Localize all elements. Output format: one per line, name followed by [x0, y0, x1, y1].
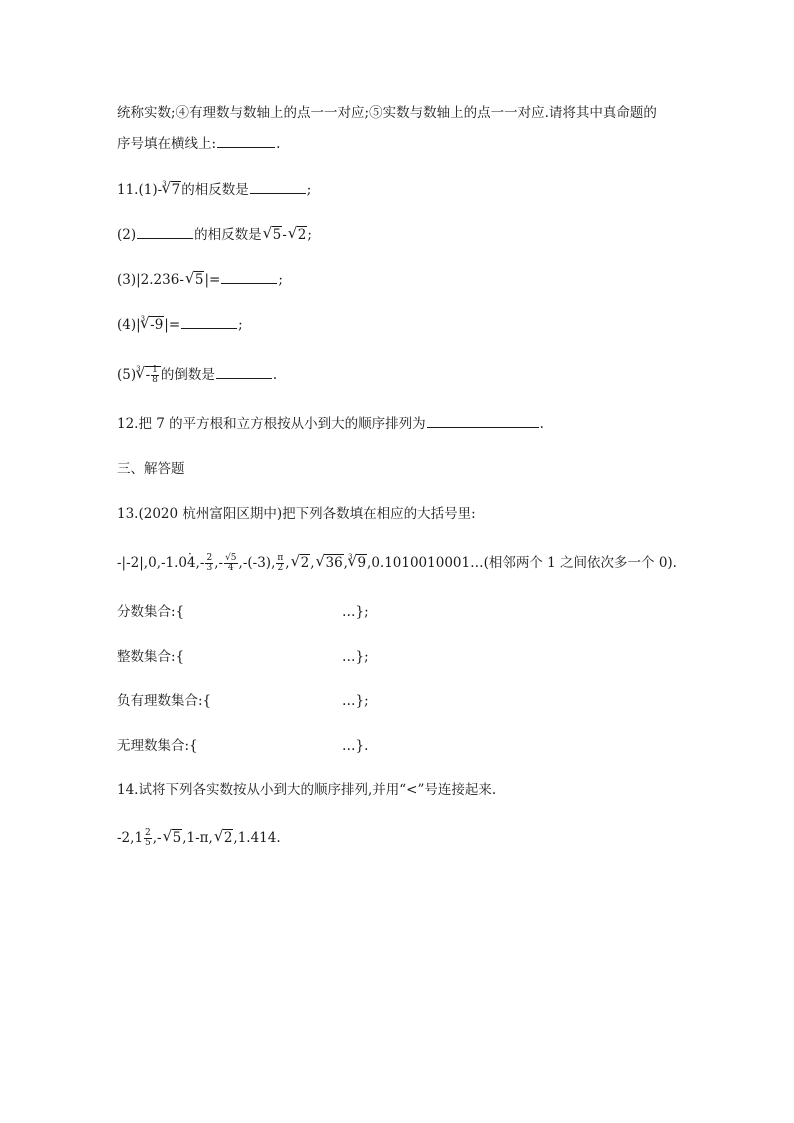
- square-root: √ 2: [291, 554, 311, 572]
- fraction: $\frac{1}{8}$: [152, 365, 158, 385]
- q11-part1: 11.(1)-$^3$√ 7的相反数是 ;: [117, 181, 311, 201]
- q11-part3: (3)|2.236-√ 5|= ;: [117, 271, 283, 289]
- q13-numbers: -|-2|,0,-1.04 ·,- $\frac{2}{3}$ ,- $\frac{√5}{4}$ ,-(-3), $\frac{\pi}{2}$ ,√ 2,√ 36,$^3$√ 9,0.1010010001…(相邻两个 1 之间依次多一个 0).: [117, 554, 677, 574]
- square-root: √ 2: [288, 226, 308, 244]
- set-integers[interactable]: 整数集合:{ …};: [117, 649, 369, 665]
- statement-text: 序号填在横线上:: [117, 136, 217, 152]
- q12: 12.把 7 的平方根和立方根按从小到大的顺序排列为 .: [117, 416, 544, 432]
- cube-root: √ 9: [347, 554, 367, 572]
- fraction: $\frac{2}{5}$: [145, 828, 151, 848]
- cube-root: √ 7: [162, 181, 182, 199]
- square-root: √ 5: [263, 226, 283, 244]
- answer-blank[interactable]: [250, 181, 306, 194]
- repeating-digit: 4 ·: [187, 555, 196, 571]
- q11-part4: $(4)|^3√$ -9|= ;: [117, 316, 243, 336]
- answer-blank[interactable]: [181, 316, 237, 329]
- q14-title: 14.试将下列各实数按从小到大的顺序排列,并用“<”号连接起来.: [117, 782, 497, 798]
- answer-blank[interactable]: [427, 415, 539, 428]
- cube-root: √ - $\frac{1}{8}$: [136, 366, 161, 385]
- q13-title: 13.(2020 杭州富阳区期中)把下列各数填在相应的大括号里:: [117, 506, 476, 522]
- section-heading: 三、解答题: [117, 461, 185, 477]
- square-root: √ 5: [185, 271, 205, 289]
- statement-line-2: 序号填在横线上: .: [117, 136, 281, 152]
- square-root: √ 36: [315, 554, 343, 572]
- square-root: √ 5: [163, 829, 183, 847]
- answer-blank[interactable]: [221, 271, 277, 284]
- answer-blank[interactable]: [217, 135, 275, 148]
- cube-root: √ -9: [140, 316, 164, 334]
- q11-part2: (2) 的相反数是√ 5-√ 2;: [117, 226, 312, 244]
- square-root: √ 2: [214, 829, 234, 847]
- fraction: $\frac{2}{3}$: [206, 553, 213, 573]
- answer-blank[interactable]: [216, 366, 272, 379]
- q14-numbers: -2,1 $\frac{2}{5}$ ,-√ 5,1-π,√ 2,1.414.: [117, 829, 281, 848]
- fraction: $\frac{√5}{4}$: [225, 553, 237, 573]
- statement-line-1: 统称实数;④有理数与数轴上的点一一对应;⑤实数与数轴上的点一一对应.请将其中真命题的: [117, 105, 657, 121]
- set-negative-rationals[interactable]: 负有理数集合:{ …};: [117, 693, 369, 709]
- set-fractions[interactable]: 分数集合:{ …};: [117, 604, 369, 620]
- q11-part5: $(5)^3√$ - $\frac{1}{8}$ 的倒数是 .: [117, 366, 277, 386]
- answer-blank[interactable]: [137, 226, 193, 239]
- fraction: $\frac{\pi}{2}$: [277, 553, 284, 573]
- set-irrationals[interactable]: 无理数集合:{ …}.: [117, 738, 369, 754]
